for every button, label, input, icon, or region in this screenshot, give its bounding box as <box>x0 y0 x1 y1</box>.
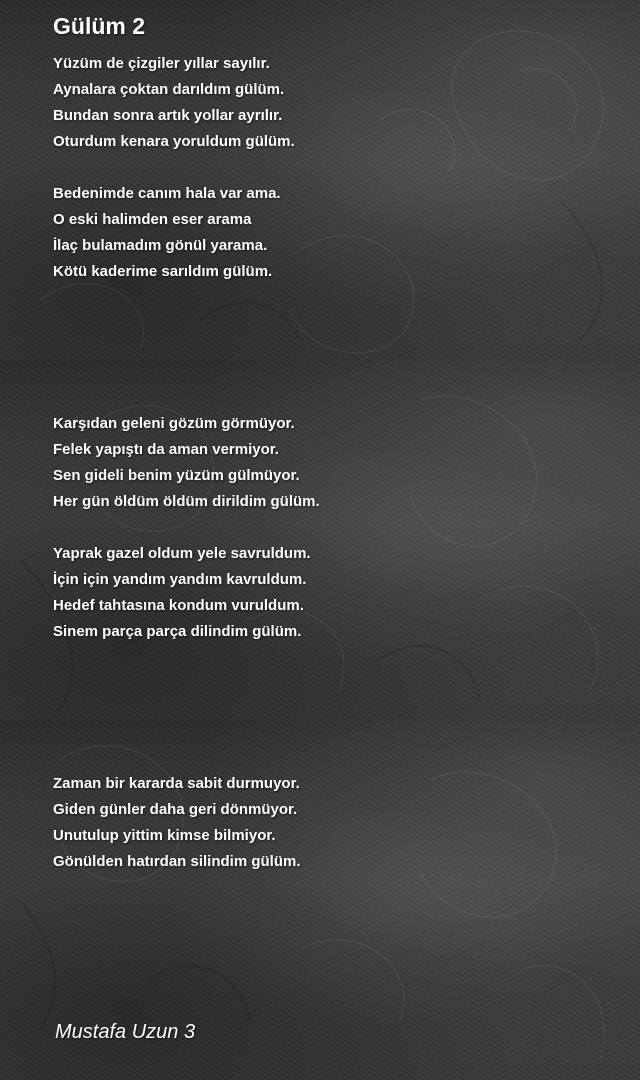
poem-line: Sinem parça parça dilindim gülüm. <box>53 623 302 640</box>
poem-title: Gülüm 2 <box>53 13 146 39</box>
poem-line: Yüzüm de çizgiler yıllar sayılır. <box>53 55 270 72</box>
poem-line: Sen gideli benim yüzüm gülmüyor. <box>53 467 300 484</box>
stanza-2 <box>53 181 281 285</box>
poem-line: İlaç bulamadım gönül yarama. <box>53 237 268 254</box>
poem-line: Aynalara çoktan darıldım gülüm. <box>53 81 285 98</box>
poem-line: Gönülden hatırdan silindim gülüm. <box>53 853 301 870</box>
poem-line: Zaman bir kararda sabit durmuyor. <box>53 775 300 792</box>
poem-line: Karşıdan geleni gözüm görmüyor. <box>53 415 295 432</box>
stanza-3 <box>53 411 320 515</box>
poem-line: O eski halimden eser arama <box>53 211 252 228</box>
poem-line: Bundan sonra artık yollar ayrılır. <box>53 107 283 124</box>
poem-line: Felek yapıştı da aman vermiyor. <box>53 441 279 458</box>
poem-line: Her gün öldüm öldüm dirildim gülüm. <box>53 493 320 510</box>
poem-author: Mustafa Uzun 3 <box>55 1021 196 1043</box>
stanza-4 <box>53 541 311 645</box>
poem-line: Yaprak gazel oldum yele savruldum. <box>53 545 311 562</box>
poem-line: İçin için yandım yandım kavruldum. <box>53 571 307 588</box>
poem-line: Giden günler daha geri dönmüyor. <box>53 801 298 818</box>
poem-line: Kötü kaderime sarıldım gülüm. <box>53 263 273 280</box>
poem-line: Bedenimde canım hala var ama. <box>53 185 281 202</box>
poem-line: Hedef tahtasına kondum vuruldum. <box>53 597 304 614</box>
stanza-1 <box>53 51 295 155</box>
poem-line: Oturdum kenara yoruldum gülüm. <box>53 133 295 150</box>
poem-line: Unutulup yittim kimse bilmiyor. <box>53 827 276 844</box>
stanza-5 <box>53 771 301 875</box>
